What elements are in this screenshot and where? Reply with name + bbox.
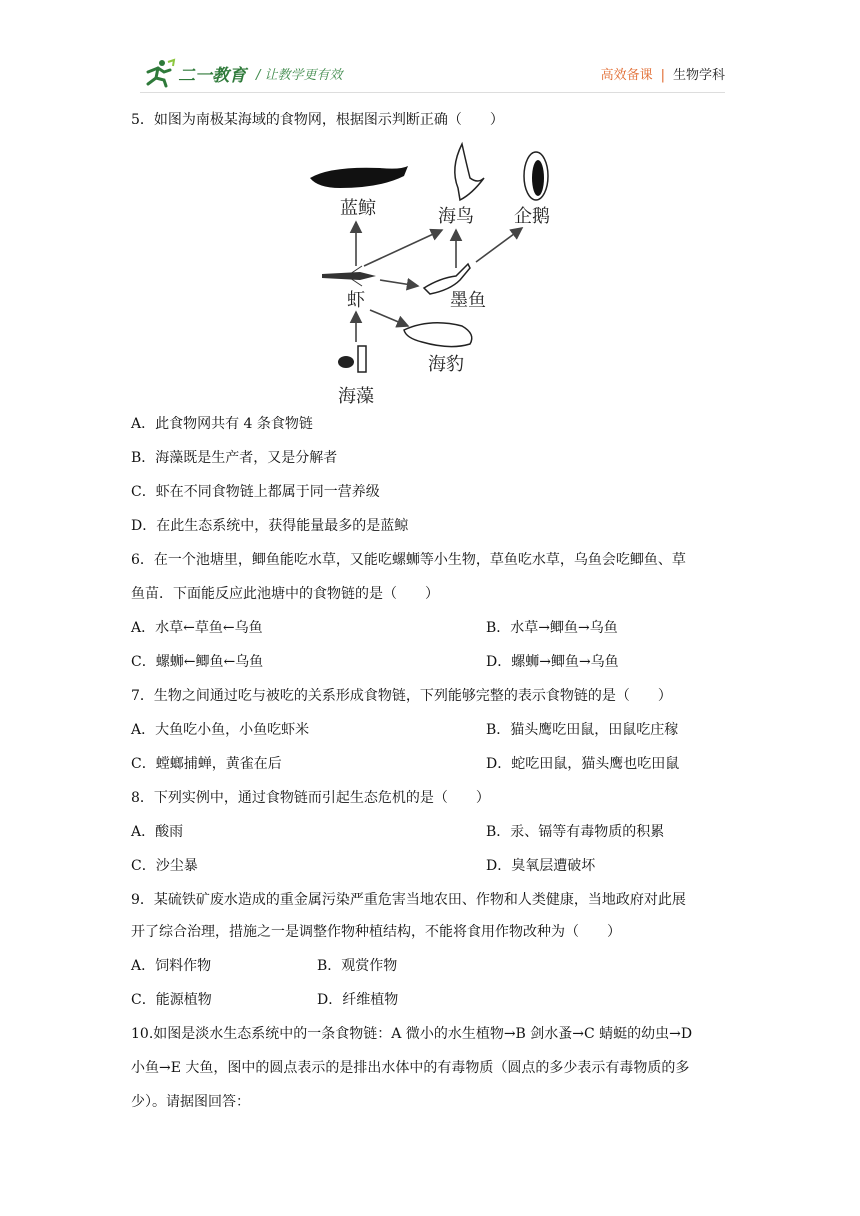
arrow-shrimp-seabird xyxy=(364,230,442,266)
header-subject xyxy=(601,64,725,83)
label-seaweed: 海藻 xyxy=(338,386,374,407)
label-penguin: 企鹅 xyxy=(514,206,550,227)
option-c: C．虾在不同食物链上都属于同一营养级 xyxy=(131,484,380,500)
slogan: / 让教学更有效 xyxy=(256,67,343,83)
option-a: A．饲料作物 xyxy=(131,958,212,974)
option-d: D．纤维植物 xyxy=(317,992,399,1008)
logo xyxy=(140,58,343,88)
option-b: B．汞、镉等有毒物质的积累 xyxy=(486,824,665,840)
label-seal: 海豹 xyxy=(428,354,464,375)
option-b: B．水草→鲫鱼→乌鱼 xyxy=(486,620,618,636)
option-b: B．观赏作物 xyxy=(317,958,398,974)
header-primary: 高效备课 xyxy=(600,68,653,83)
label-shrimp: 虾 xyxy=(347,290,365,311)
question-stem: 少）。请据图回答： xyxy=(131,1094,250,1110)
question-stem: 开了综合治理，措施之一是调整作物种植结构，不能将食用作物改种为（ ） xyxy=(131,924,621,940)
shrimp-icon xyxy=(322,266,376,286)
seal-icon xyxy=(404,323,472,347)
food-web-diagram xyxy=(300,138,560,408)
question-stem: 5．如图为南极某海域的食物网，根据图示判断正确（ ） xyxy=(131,112,504,128)
question-stem: 7．生物之间通过吃与被吃的关系形成食物链，下列能够完整的表示食物链的是（ ） xyxy=(131,688,672,704)
question-stem: 6．在一个池塘里，鲫鱼能吃水草，又能吃螺蛳等小生物，草鱼吃水草，乌鱼会吃鲫鱼、草 xyxy=(131,552,686,568)
option-c: C．螺蛳←鲫鱼←乌鱼 xyxy=(131,654,264,670)
option-b: B．海藻既是生产者，又是分解者 xyxy=(131,450,338,466)
option-d: D．臭氧层遭破坏 xyxy=(486,858,596,874)
option-b: B．猫头鹰吃田鼠，田鼠吃庄稼 xyxy=(486,722,679,738)
logo-text: 二一教育 xyxy=(178,65,246,86)
arrow-squid-penguin xyxy=(476,228,522,262)
penguin-icon xyxy=(524,152,548,200)
label-squid: 墨鱼 xyxy=(450,290,486,311)
label-seabird: 海鸟 xyxy=(438,206,474,227)
option-a: A．大鱼吃小鱼，小鱼吃虾米 xyxy=(131,722,310,738)
arrow-shrimp-seal xyxy=(370,310,408,326)
blue-whale-icon xyxy=(310,166,408,188)
question-stem: 小鱼→E 大鱼，图中的圆点表示的是排出水体中的有毒物质（圆点的多少表示有毒物质的多 xyxy=(131,1060,690,1076)
header-separator: | xyxy=(660,68,665,83)
question-stem: 9．某硫铁矿废水造成的重金属污染严重危害当地农田、作物和人类健康，当地政府对此展 xyxy=(131,892,686,908)
option-a: A．此食物网共有 4 条食物链 xyxy=(131,416,313,432)
arrow-shrimp-squid xyxy=(380,280,418,286)
option-c: C．能源植物 xyxy=(131,992,212,1008)
label-whale: 蓝鲸 xyxy=(340,198,376,219)
option-a: A．水草←草鱼←乌鱼 xyxy=(131,620,263,636)
runner-logo-icon xyxy=(140,58,176,88)
option-d: D．螺蛳→鲫鱼→乌鱼 xyxy=(486,654,619,670)
header-divider xyxy=(140,92,725,93)
page-header xyxy=(140,58,725,92)
header-secondary: 生物学科 xyxy=(672,68,725,83)
option-d: D．在此生态系统中，获得能量最多的是蓝鲸 xyxy=(131,518,409,534)
option-a: A．酸雨 xyxy=(131,824,184,840)
option-d: D．蛇吃田鼠，猫头鹰也吃田鼠 xyxy=(486,756,680,772)
seaweed-icon xyxy=(338,346,366,372)
seabird-icon xyxy=(455,144,484,200)
question-stem: 鱼苗．下面能反应此池塘中的食物链的是（ ） xyxy=(131,586,439,602)
option-c: C．沙尘暴 xyxy=(131,858,198,874)
option-c: C．螳螂捕蝉，黄雀在后 xyxy=(131,756,282,772)
food-web-arrows xyxy=(356,222,522,342)
question-stem: 8．下列实例中，通过食物链而引起生态危机的是（ ） xyxy=(131,790,490,806)
question-stem: 10.如图是淡水生态系统中的一条食物链：A 微小的水生植物→B 剑水蚤→C 蜻蜓的幼虫→D xyxy=(131,1026,693,1042)
